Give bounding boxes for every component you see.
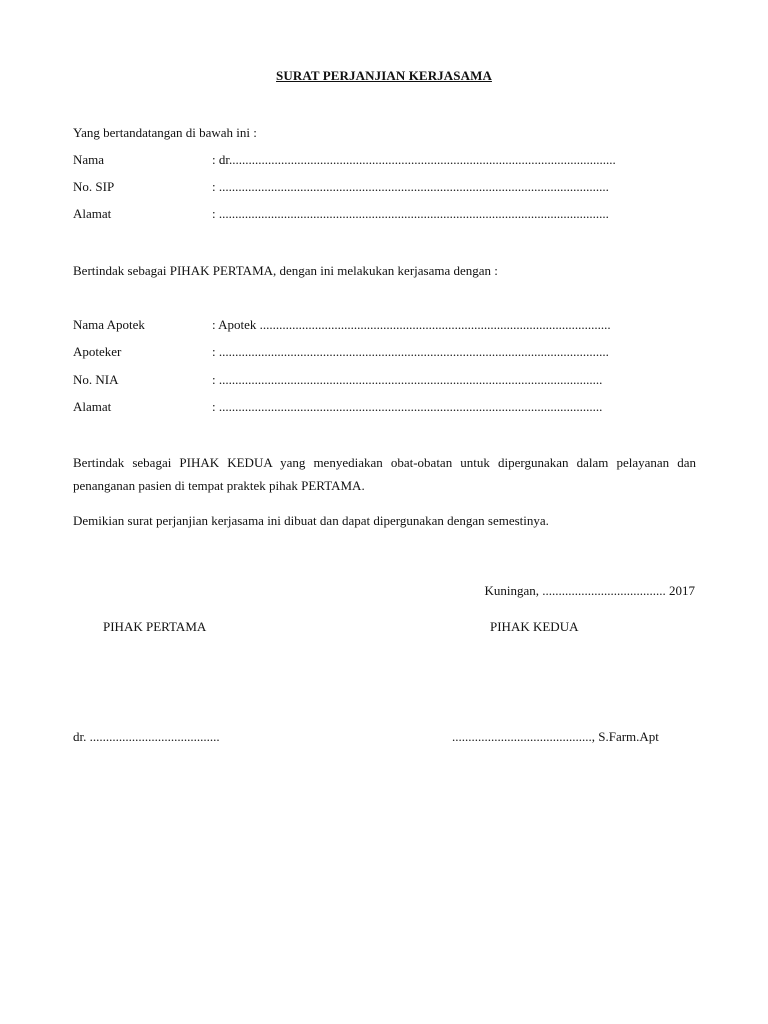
first-party-role-text: Bertindak sebagai PIHAK PERTAMA, dengan ini melakukan kerjasama dengan : — [73, 263, 498, 278]
first-party-signature-name: dr. ........................................ — [73, 729, 220, 744]
second-party-signature-label: PIHAK KEDUA — [490, 619, 579, 634]
field-value: : ........................................................................................................................ — [212, 344, 609, 359]
closing-text: Demikian surat perjanjian kerjasama ini dibuat dan dapat dipergunakan dengan semestinya. — [73, 513, 549, 528]
field-label: Apoteker — [73, 344, 122, 359]
field-value: : Apotek ............................................................................................................ — [212, 317, 611, 332]
second-party-signature-name: ..........................................., S.Farm.Apt — [452, 729, 659, 744]
intro-text: Yang bertandatangan di bawah ini : — [73, 125, 257, 140]
field-label: Alamat — [73, 206, 112, 221]
field-label: Nama Apotek — [73, 317, 145, 332]
document-title: SURAT PERJANJIAN KERJASAMA — [276, 68, 492, 83]
field-label: No. SIP — [73, 179, 115, 194]
place-date: Kuningan, ...................................... 2017 — [484, 583, 695, 598]
first-party-signature-label: PIHAK PERTAMA — [103, 619, 207, 634]
field-value: : ...................................................................................................................... — [212, 372, 603, 387]
field-label: Alamat — [73, 399, 112, 414]
field-label: No. NIA — [73, 372, 119, 387]
field-value: : ...................................................................................................................... — [212, 399, 603, 414]
second-party-role-paragraph: Bertindak sebagai PIHAK KEDUA yang menyediakan obat-obatan untuk dipergunakan dalam pelayanan dan penanganan pasien di tempat praktek pihak PERTAMA. — [73, 455, 696, 493]
field-label: Nama — [73, 152, 105, 167]
field-value: : dr....................................................................................................................... — [212, 152, 616, 167]
field-value: : ........................................................................................................................ — [212, 179, 609, 194]
field-value: : ........................................................................................................................ — [212, 206, 609, 221]
